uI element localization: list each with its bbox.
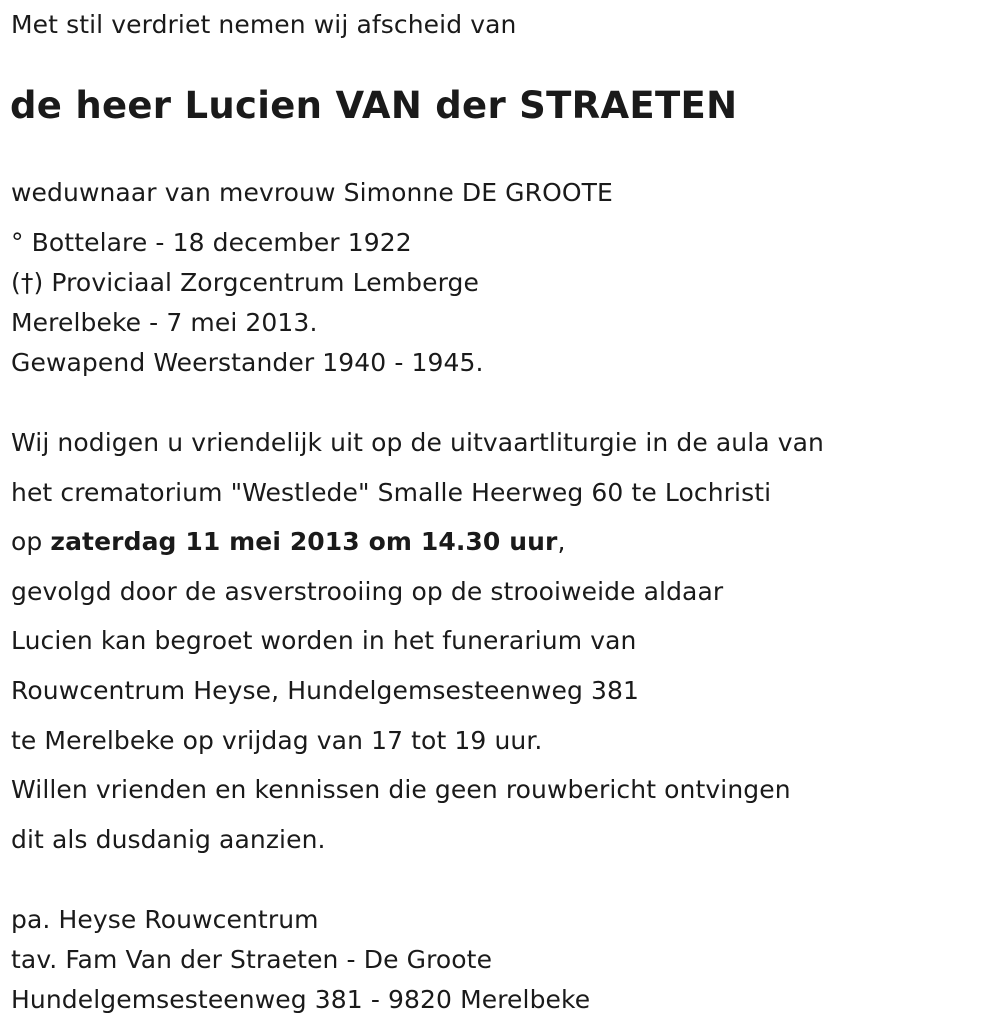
- death-place-text: (†) Proviciaal Zorgcentrum Lemberge: [11, 268, 479, 297]
- ceremony-datetime: zaterdag 11 mei 2013 om 14.30 uur: [50, 527, 558, 556]
- invitation-line-1: Wij nodigen u vriendelijk uit op de uitvaartliturgie in de aula van: [11, 428, 824, 457]
- invitation-line-3: [11, 527, 565, 557]
- address-line-3: Hundelgemsesteenweg 381 - 9820 Merelbeke: [11, 985, 591, 1014]
- invitation-line-9: dit als dusdanig aanzien.: [11, 825, 326, 854]
- invitation-line-4: gevolgd door de asverstrooiing op de strooiweide aldaar: [11, 577, 724, 606]
- invitation-line-3-prefix: op: [11, 527, 51, 556]
- resistance-text: Gewapend Weerstander 1940 - 1945.: [11, 348, 484, 377]
- birth-text: ° Bottelare - 18 december 1922: [11, 228, 412, 257]
- invitation-line-5: Lucien kan begroet worden in het funerarium van: [11, 626, 637, 655]
- invitation-line-2: het crematorium "Westlede" Smalle Heerweg 60 te Lochristi: [11, 478, 772, 507]
- deceased-name: de heer Lucien VAN der STRAETEN: [10, 84, 738, 127]
- address-line-1: pa. Heyse Rouwcentrum: [11, 905, 319, 934]
- widower-text: weduwnaar van mevrouw Simonne DE GROOTE: [11, 178, 613, 207]
- invitation-line-8: Willen vrienden en kennissen die geen rouwbericht ontvingen: [11, 775, 791, 804]
- address-line-2: tav. Fam Van der Straeten - De Groote: [11, 945, 493, 974]
- invitation-line-3-suffix: ,: [557, 527, 566, 556]
- death-date-text: Merelbeke - 7 mei 2013.: [11, 308, 318, 337]
- intro-text: Met stil verdriet nemen wij afscheid van: [11, 10, 517, 39]
- invitation-line-7: te Merelbeke op vrijdag van 17 tot 19 uur.: [11, 726, 543, 755]
- invitation-line-6: Rouwcentrum Heyse, Hundelgemsesteenweg 381: [11, 676, 639, 705]
